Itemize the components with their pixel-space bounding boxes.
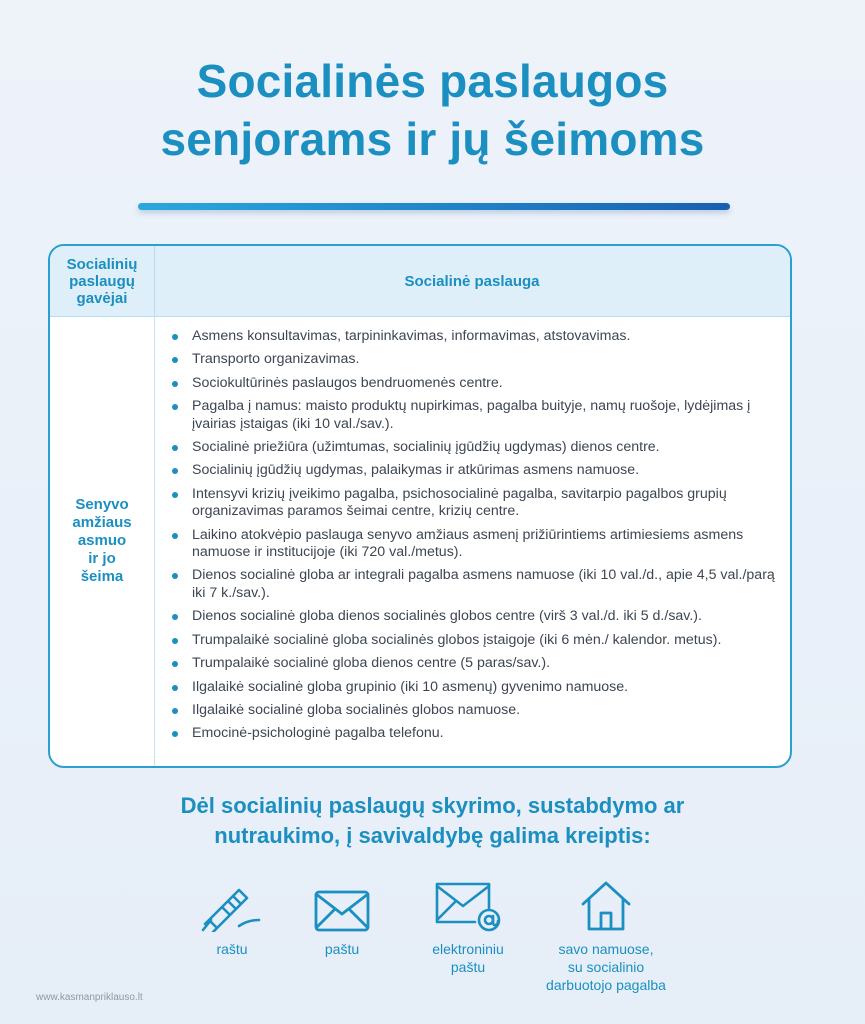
bullet-icon bbox=[172, 573, 178, 579]
bullet-icon bbox=[172, 404, 178, 410]
services-list bbox=[172, 328, 778, 749]
contact-label-line: elektroniniu bbox=[432, 941, 504, 957]
list-item bbox=[172, 632, 778, 649]
service-text: Trumpalaikė socialinė globa dienos centre (5 paras/sav.). bbox=[192, 655, 551, 672]
recipient-line: ir jo bbox=[88, 550, 116, 567]
recipient-line: asmuo bbox=[77, 532, 127, 549]
bullet-icon bbox=[172, 614, 178, 620]
contact-label-line: su socialinio bbox=[567, 959, 645, 975]
list-item bbox=[172, 439, 778, 456]
header-service: Socialinė paslauga bbox=[404, 272, 540, 290]
recipient-line: Senyvo bbox=[75, 496, 129, 513]
contact-label-line: raštu bbox=[216, 941, 248, 957]
list-item bbox=[172, 328, 778, 345]
contact-heading bbox=[0, 791, 865, 851]
list-item bbox=[172, 725, 778, 742]
service-text: Socialinių įgūdžių ugdymas, palaikymas ir atkūrimas asmens namuose. bbox=[192, 462, 640, 479]
bullet-icon bbox=[172, 445, 178, 451]
service-text: Ilgalaikė socialinė globa socialinės globos namuose. bbox=[192, 701, 521, 718]
bullet-icon bbox=[172, 685, 178, 691]
bullet-icon bbox=[172, 731, 178, 737]
recipient-line: amžiaus bbox=[72, 514, 132, 531]
service-text: Intensyvi krizių įveikimo pagalba, psichosocialinė pagalba, savitarpio pagalbos grupių organizavimas paramos šeimai centre, krizių centre. bbox=[192, 485, 727, 520]
service-text: Socialinė priežiūra (užimtumas, socialinių įgūdžių ugdymas) dienos centre. bbox=[192, 439, 660, 456]
list-item bbox=[172, 375, 778, 392]
list-item bbox=[172, 486, 778, 521]
service-text: Trumpalaikė socialinė globa socialinės globos įstaigoje (iki 6 mėn./ kalendor. metus). bbox=[192, 631, 722, 648]
bullet-icon bbox=[172, 468, 178, 474]
bullet-icon bbox=[172, 492, 178, 498]
bullet-icon bbox=[172, 533, 178, 539]
email-icon bbox=[398, 872, 538, 932]
service-text: Ilgalaikė socialinė globa grupinio (iki 10 asmenų) gyvenimo namuose. bbox=[192, 678, 629, 695]
title-line-2: senjorams ir jų šeimoms bbox=[160, 113, 705, 165]
list-item bbox=[172, 655, 778, 672]
recipient-cell bbox=[50, 316, 154, 766]
service-text: Sociokultūrinės paslaugos bendruomenės centre. bbox=[192, 374, 503, 391]
contact-heading-line: nutraukimo, į savivaldybę galima kreiptis: bbox=[214, 823, 651, 848]
contact-option-home bbox=[536, 872, 676, 994]
service-text: Pagalba į namus: maisto produktų nupirkimas, pagalba buityje, namų ruošoje, lydėjimas į įvairias įstaigas (iki 10 val./sav.). bbox=[192, 398, 751, 432]
contact-heading-line: Dėl socialinių paslaugų skyrimo, sustabdymo ar bbox=[180, 793, 685, 818]
envelope-icon bbox=[272, 872, 412, 932]
contact-option-email bbox=[398, 872, 538, 976]
list-item bbox=[172, 398, 778, 433]
contact-label-line: darbuotojo pagalba bbox=[546, 977, 666, 993]
bullet-icon bbox=[172, 334, 178, 340]
contact-label-line: savo namuose, bbox=[558, 941, 654, 957]
bullet-icon bbox=[172, 661, 178, 667]
title-line-1: Socialinės paslaugos bbox=[196, 55, 669, 107]
contact-label bbox=[536, 940, 676, 994]
table-header bbox=[50, 246, 790, 317]
header-recipients-line: Socialinių bbox=[66, 255, 138, 273]
list-item bbox=[172, 679, 778, 696]
contact-label-line: paštu bbox=[324, 941, 360, 957]
service-text: Asmens konsultavimas, tarpininkavimas, informavimas, atstovavimas. bbox=[192, 328, 631, 344]
list-item bbox=[172, 351, 778, 368]
list-item bbox=[172, 608, 778, 625]
service-text: Dienos socialinė globa ar integrali pagalba asmens namuose (iki 10 val./d., apie 4,5 val./parą iki 7 k./sav.). bbox=[192, 567, 775, 601]
list-item bbox=[172, 462, 778, 479]
contact-label bbox=[398, 940, 538, 976]
bullet-icon bbox=[172, 381, 178, 387]
header-recipients bbox=[50, 246, 155, 316]
bullet-icon bbox=[172, 357, 178, 363]
service-text: Emocinė-psichologinė pagalba telefonu. bbox=[192, 725, 444, 742]
header-recipients-line: paslaugų bbox=[69, 272, 135, 290]
recipient-line: šeima bbox=[80, 568, 124, 585]
contact-label-line: paštu bbox=[450, 959, 486, 975]
bullet-icon bbox=[172, 708, 178, 714]
contact-option-post bbox=[272, 872, 412, 958]
list-item bbox=[172, 527, 778, 562]
list-item bbox=[172, 567, 778, 602]
title-underline bbox=[138, 203, 730, 210]
services-table bbox=[48, 244, 792, 768]
bullet-icon bbox=[172, 638, 178, 644]
service-text: Laikino atokvėpio paslauga senyvo amžiaus asmenį prižiūrintiems artimiesiems asmens namuose ir institucijoje (iki 720 val./metus). bbox=[192, 526, 744, 561]
page-title bbox=[0, 52, 865, 168]
column-divider bbox=[154, 316, 155, 766]
contact-label bbox=[272, 940, 412, 958]
house-icon bbox=[536, 872, 676, 932]
service-text: Transporto organizavimas. bbox=[192, 351, 360, 368]
website-watermark: www.kasmanpriklauso.lt bbox=[36, 992, 143, 1003]
header-recipients-line: gavėjai bbox=[76, 289, 128, 307]
service-text: Dienos socialinė globa dienos socialinės globos centre (virš 3 val./d. iki 5 d./sav.). bbox=[192, 608, 702, 625]
list-item bbox=[172, 702, 778, 719]
